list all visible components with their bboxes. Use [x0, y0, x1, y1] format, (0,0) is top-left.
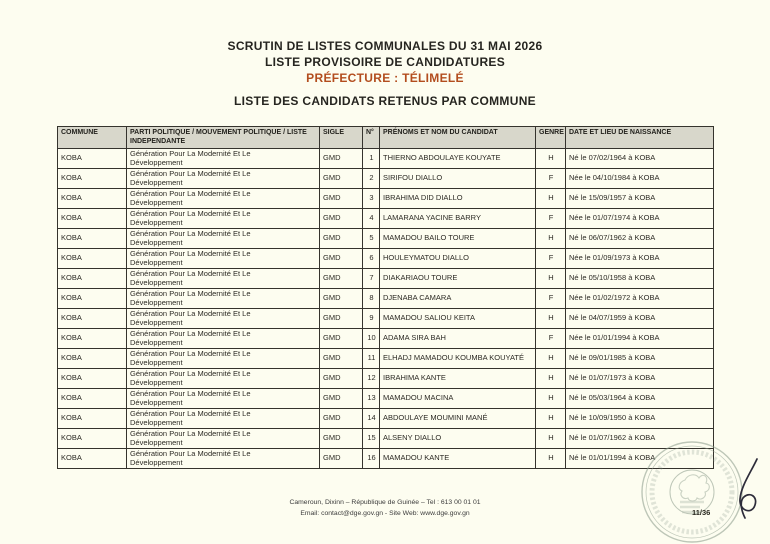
document-header	[0, 38, 770, 108]
parti-text: Génération Pour La Modernité Et Le Développement	[130, 389, 251, 407]
column-header-sigle: SIGLE	[320, 127, 363, 149]
column-header-candidat: PRÉNOMS ET NOM DU CANDIDAT	[380, 127, 536, 149]
cell-naissance: Né le 10/09/1950 à KOBA	[566, 409, 714, 429]
table-row	[58, 249, 714, 269]
parti-text: Génération Pour La Modernité Et Le Développement	[130, 149, 251, 167]
cell-naissance: Née le 01/02/1972 à KOBA	[566, 289, 714, 309]
cell-genre: F	[536, 169, 566, 189]
parti-text: Génération Pour La Modernité Et Le Développement	[130, 289, 251, 307]
cell-candidat: ELHADJ MAMADOU KOUMBA KOUYATÉ	[380, 349, 536, 369]
page-number: 11/36	[692, 508, 711, 517]
table-row	[58, 209, 714, 229]
cell-candidat: THIERNO ABDOULAYE KOUYATE	[380, 149, 536, 169]
cell-genre: H	[536, 389, 566, 409]
cell-commune: KOBA	[58, 309, 127, 329]
cell-candidat: MAMADOU BAILO TOURE	[380, 229, 536, 249]
cell-num: 3	[363, 189, 380, 209]
cell-sigle: GMD	[320, 329, 363, 349]
cell-naissance: Né le 07/02/1964 à KOBA	[566, 149, 714, 169]
cell-genre: H	[536, 269, 566, 289]
parti-text: Génération Pour La Modernité Et Le Développement	[130, 329, 251, 347]
cell-commune: KOBA	[58, 189, 127, 209]
footer-address-line: Cameroun, Dixinn – République de Guinée – Tel : 613 00 01 01	[289, 499, 481, 506]
cell-commune: KOBA	[58, 269, 127, 289]
cell-naissance: Né le 01/01/1994 à KOBA	[566, 449, 714, 469]
parti-text: Génération Pour La Modernité Et Le Développement	[130, 429, 251, 447]
cell-naissance: Née le 04/10/1984 à KOBA	[566, 169, 714, 189]
column-header-genre: GENRE	[536, 127, 566, 149]
cell-parti	[127, 349, 320, 369]
cell-genre: F	[536, 329, 566, 349]
title-liste-provisoire: LISTE PROVISOIRE DE CANDIDATURES	[264, 55, 506, 69]
parti-text: Génération Pour La Modernité Et Le Développement	[130, 189, 251, 207]
cell-num: 9	[363, 309, 380, 329]
cell-sigle: GMD	[320, 409, 363, 429]
cell-candidat: IBRAHIMA KANTE	[380, 369, 536, 389]
parti-text: Génération Pour La Modernité Et Le Développement	[130, 209, 251, 227]
parti-text: Génération Pour La Modernité Et Le Développement	[130, 409, 251, 427]
cell-parti	[127, 369, 320, 389]
cell-candidat: ABDOULAYE MOUMINI MANÉ	[380, 409, 536, 429]
cell-naissance: Né le 06/07/1962 à KOBA	[566, 229, 714, 249]
cell-sigle: GMD	[320, 449, 363, 469]
table-row	[58, 269, 714, 289]
table-row	[58, 149, 714, 169]
cell-sigle: GMD	[320, 429, 363, 449]
table-row	[58, 289, 714, 309]
cell-naissance: Né le 05/10/1958 à KOBA	[566, 269, 714, 289]
cell-naissance: Née le 01/09/1973 à KOBA	[566, 249, 714, 269]
cell-parti	[127, 329, 320, 349]
cell-naissance: Né le 05/03/1964 à KOBA	[566, 389, 714, 409]
cell-naissance: Née le 01/07/1974 à KOBA	[566, 209, 714, 229]
cell-naissance: Né le 15/09/1957 à KOBA	[566, 189, 714, 209]
table-row	[58, 389, 714, 409]
table-row	[58, 309, 714, 329]
table-row	[58, 349, 714, 369]
cell-num: 6	[363, 249, 380, 269]
parti-text: Génération Pour La Modernité Et Le Développement	[130, 349, 251, 367]
cell-num: 13	[363, 389, 380, 409]
cell-candidat: LAMARANA YACINE BARRY	[380, 209, 536, 229]
document-footer	[0, 497, 770, 519]
cell-parti	[127, 449, 320, 469]
table-row	[58, 449, 714, 469]
table-row	[58, 169, 714, 189]
cell-genre: H	[536, 409, 566, 429]
cell-genre: H	[536, 449, 566, 469]
cell-genre: F	[536, 249, 566, 269]
cell-sigle: GMD	[320, 389, 363, 409]
cell-candidat: MAMADOU SALIOU KEITA	[380, 309, 536, 329]
cell-sigle: GMD	[320, 249, 363, 269]
cell-num: 11	[363, 349, 380, 369]
title-scrutin: SCRUTIN DE LISTES COMMUNALES DU 31 MAI 2026	[227, 39, 543, 53]
cell-candidat: ADAMA SIRA BAH	[380, 329, 536, 349]
cell-candidat: SIRIFOU DIALLO	[380, 169, 536, 189]
cell-parti	[127, 269, 320, 289]
cell-commune: KOBA	[58, 229, 127, 249]
parti-text: Génération Pour La Modernité Et Le Développement	[130, 369, 251, 387]
cell-num: 16	[363, 449, 380, 469]
table-row	[58, 369, 714, 389]
cell-sigle: GMD	[320, 229, 363, 249]
cell-parti	[127, 289, 320, 309]
cell-candidat: IBRAHIMA DID DIALLO	[380, 189, 536, 209]
cell-commune: KOBA	[58, 429, 127, 449]
cell-genre: H	[536, 149, 566, 169]
cell-parti	[127, 389, 320, 409]
cell-naissance: Né le 01/07/1962 à KOBA	[566, 429, 714, 449]
title-prefecture: PRÉFECTURE : TÉLIMELÉ	[306, 71, 464, 85]
cell-genre: H	[536, 309, 566, 329]
parti-text: Génération Pour La Modernité Et Le Développement	[130, 229, 251, 247]
cell-sigle: GMD	[320, 209, 363, 229]
cell-parti	[127, 229, 320, 249]
cell-sigle: GMD	[320, 369, 363, 389]
column-header-commune: COMMUNE	[58, 127, 127, 149]
cell-commune: KOBA	[58, 329, 127, 349]
cell-commune: KOBA	[58, 449, 127, 469]
cell-commune: KOBA	[58, 369, 127, 389]
cell-num: 1	[363, 149, 380, 169]
cell-naissance: Né le 09/01/1985 à KOBA	[566, 349, 714, 369]
cell-num: 4	[363, 209, 380, 229]
cell-num: 5	[363, 229, 380, 249]
parti-text: Génération Pour La Modernité Et Le Développement	[130, 249, 251, 267]
cell-parti	[127, 429, 320, 449]
cell-sigle: GMD	[320, 149, 363, 169]
cell-genre: H	[536, 189, 566, 209]
parti-text: Génération Pour La Modernité Et Le Développement	[130, 449, 251, 467]
cell-sigle: GMD	[320, 349, 363, 369]
cell-commune: KOBA	[58, 349, 127, 369]
cell-num: 12	[363, 369, 380, 389]
table-row	[58, 229, 714, 249]
column-header-num: N°	[363, 127, 380, 149]
cell-sigle: GMD	[320, 189, 363, 209]
cell-commune: KOBA	[58, 149, 127, 169]
parti-text: Génération Pour La Modernité Et Le Développement	[130, 169, 251, 187]
cell-genre: F	[536, 289, 566, 309]
cell-candidat: DJENABA CAMARA	[380, 289, 536, 309]
cell-commune: KOBA	[58, 249, 127, 269]
cell-parti	[127, 249, 320, 269]
cell-commune: KOBA	[58, 209, 127, 229]
table-header-row	[58, 127, 714, 149]
cell-candidat: ALSENY DIALLO	[380, 429, 536, 449]
column-header-naissance: DATE ET LIEU DE NAISSANCE	[566, 127, 714, 149]
table-row	[58, 329, 714, 349]
cell-genre: F	[536, 209, 566, 229]
cell-num: 10	[363, 329, 380, 349]
cell-genre: H	[536, 429, 566, 449]
cell-parti	[127, 149, 320, 169]
cell-commune: KOBA	[58, 169, 127, 189]
cell-parti	[127, 209, 320, 229]
table-row	[58, 189, 714, 209]
cell-genre: H	[536, 349, 566, 369]
cell-naissance: Né le 04/07/1959 à KOBA	[566, 309, 714, 329]
cell-candidat: HOULEYMATOU DIALLO	[380, 249, 536, 269]
cell-commune: KOBA	[58, 289, 127, 309]
parti-text: Génération Pour La Modernité Et Le Développement	[130, 269, 251, 287]
cell-parti	[127, 309, 320, 329]
cell-sigle: GMD	[320, 309, 363, 329]
footer-contact-line: Email: contact@dge.gov.gn - Site Web: www.dge.gov.gn	[300, 510, 470, 517]
candidates-table	[57, 126, 714, 469]
cell-parti	[127, 169, 320, 189]
cell-candidat: DIAKARIAOU TOURE	[380, 269, 536, 289]
table-row	[58, 409, 714, 429]
cell-num: 15	[363, 429, 380, 449]
cell-commune: KOBA	[58, 409, 127, 429]
cell-naissance: Né le 01/07/1973 à KOBA	[566, 369, 714, 389]
subtitle-liste-candidats: LISTE DES CANDIDATS RETENUS PAR COMMUNE	[234, 94, 536, 108]
parti-text: Génération Pour La Modernité Et Le Développement	[130, 309, 251, 327]
cell-candidat: MAMADOU KANTE	[380, 449, 536, 469]
cell-sigle: GMD	[320, 169, 363, 189]
cell-parti	[127, 409, 320, 429]
cell-sigle: GMD	[320, 289, 363, 309]
cell-num: 2	[363, 169, 380, 189]
column-header-parti: PARTI POLITIQUE / MOUVEMENT POLITIQUE / LISTE INDEPENDANTE	[127, 127, 320, 149]
cell-genre: H	[536, 369, 566, 389]
cell-num: 14	[363, 409, 380, 429]
cell-num: 7	[363, 269, 380, 289]
cell-candidat: MAMADOU MACINA	[380, 389, 536, 409]
cell-naissance: Née le 01/01/1994 à KOBA	[566, 329, 714, 349]
table-row	[58, 429, 714, 449]
cell-parti	[127, 189, 320, 209]
cell-num: 8	[363, 289, 380, 309]
cell-genre: H	[536, 229, 566, 249]
cell-sigle: GMD	[320, 269, 363, 289]
cell-commune: KOBA	[58, 389, 127, 409]
